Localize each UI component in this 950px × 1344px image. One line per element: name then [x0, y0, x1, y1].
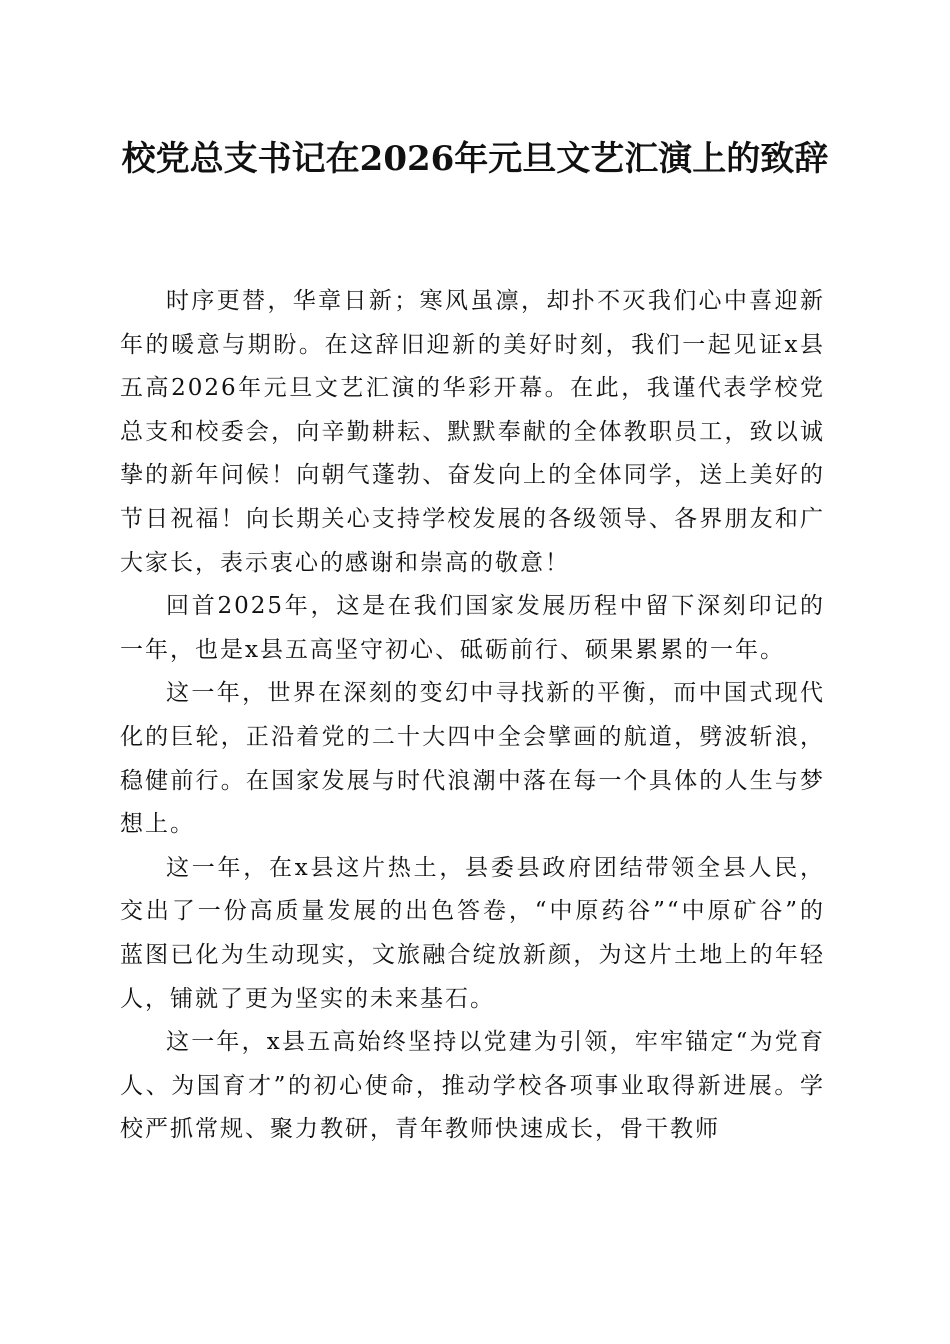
- paragraph-school-progress: 这一年，x县五高始终坚持以党建为引领，牢牢锚定“为党育人、为国育才”的初心使命，推动学校各项事业取得新进展。学校严抓常规、聚力教研，青年教师快速成长，骨干教师: [120, 1029, 825, 1143]
- document-body: [120, 280, 825, 1152]
- paragraph-county-development: 这一年，在x县这片热土，县委县政府团结带领全县人民，交出了一份高质量发展的出色答卷，“中原药谷”“中原矿谷”的蓝图已化为生动现实，文旅融合绽放新颜，为这片土地上的年轻人，铺就了更为坚实的未来基石。: [120, 854, 825, 1012]
- paragraph-greeting: 时序更替，华章日新；寒风虽凛，却扑不灭我们心中喜迎新年的暖意与期盼。在这辞旧迎新的美好时刻，我们一起见证x县五高2026年元旦文艺汇演的华彩开幕。在此，我谨代表学校党总支和校委会，向辛勤耕耘、默默奉献的全体教职员工，致以诚挚的新年问候！向朝气蓬勃、奋发向上的全体同学，送上美好的节日祝福！向长期关心支持学校发展的各级领导、各界朋友和广大家长，表示衷心的感谢和崇高的敬意！: [120, 288, 825, 576]
- paragraph-world-context: 这一年，世界在深刻的变幻中寻找新的平衡，而中国式现代化的巨轮，正沿着党的二十大四中全会擘画的航道，劈波斩浪，稳健前行。在国家发展与时代浪潮中落在每一个具体的人生与梦想上。: [120, 680, 825, 838]
- paragraph-review-2025: 回首2025年，这是在我们国家发展历程中留下深刻印记的一年，也是x县五高坚守初心、砥砺前行、硕果累累的一年。: [120, 593, 825, 663]
- document-title: 校党总支书记在2026年元旦文艺汇演上的致辞: [121, 139, 829, 179]
